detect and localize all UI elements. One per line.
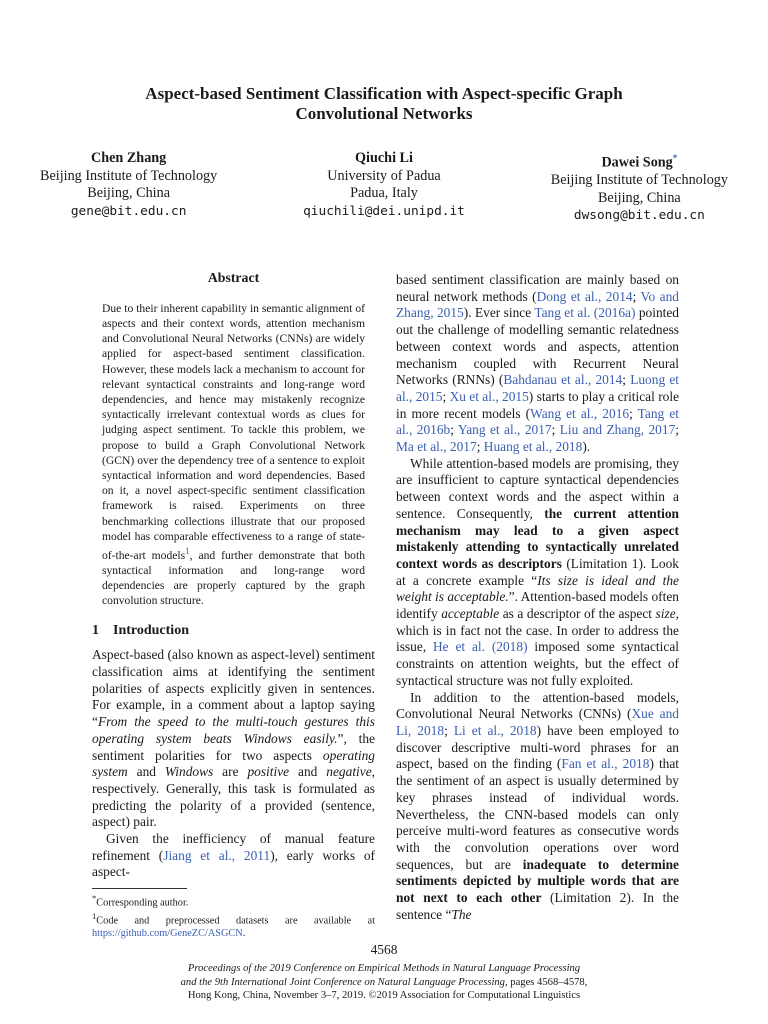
intro-paragraph-4 (396, 456, 679, 690)
code-link[interactable]: https://github.com/GeneZC/ASGCN (92, 928, 243, 940)
section-number: 1 (92, 622, 99, 638)
author-email[interactable]: gene@bit.edu.cn (70, 203, 187, 219)
footnote-mark[interactable]: 1 (185, 545, 190, 556)
text: ; (551, 422, 560, 438)
title-line-1: Aspect-based Sentiment Classification with Aspect-specific Graph (145, 84, 623, 103)
page-number: 4568 (370, 942, 398, 957)
author-name (551, 150, 728, 172)
proceedings-text: and the 9th International Joint Conference on Natural Language Processing (180, 976, 505, 988)
aspect-term: operating system (92, 747, 375, 780)
citation-link[interactable]: Huang et al., 2018 (483, 439, 583, 455)
text: ) have been employed to discover descriptive multi-word phrases for an aspect, based on the finding ( (396, 722, 680, 772)
author-name: Chen Zhang (90, 150, 167, 166)
abstract-heading: Abstract (207, 270, 260, 285)
author-location: Padua, Italy (350, 185, 418, 201)
text: ; (444, 722, 454, 738)
text: In addition to the attention-based models, Convolutional Neural Networks (CNNs) ( (396, 689, 679, 722)
text: (Limitation 1). Look at a concrete example “ (396, 555, 679, 588)
example-word: acceptable (441, 606, 500, 622)
abstract-text-part: , and further demonstrate that both syntactical information and long-range word dependencies are properly captured by the graph convolution structure. (102, 548, 365, 608)
citation-link[interactable]: Bahdanau et al., 2014 (503, 372, 623, 388)
example-quote: The (451, 906, 472, 922)
left-column (92, 268, 375, 881)
text: and (289, 764, 327, 780)
citation-link[interactable]: Xu et al., 2015 (449, 388, 529, 404)
title-line-2: Convolutional Networks (295, 104, 473, 123)
citation-link[interactable]: Wang et al., 2016 (530, 405, 630, 421)
author-block (40, 150, 728, 225)
limitation-1-statement: the current attention mechanism may lead to a given aspect mistakenly attending to syntactically unrelated context words as descriptors (396, 505, 679, 571)
proceedings-footer (0, 962, 768, 1003)
footnote-text: Corresponding author. (96, 897, 189, 909)
example-word: size (655, 606, 676, 622)
example-quote: Its size is ideal and the weight is acceptable. (396, 572, 679, 605)
text: ), early works of aspect- (92, 847, 375, 880)
author-email[interactable]: qiuchili@dei.unipd.it (303, 203, 465, 219)
intro-paragraph-2 (92, 831, 375, 881)
citation-link[interactable]: Li et al., 2018 (453, 722, 537, 738)
text: (Limitation 2). In the sentence “ (396, 890, 679, 922)
author-location: Beijing, China (597, 189, 681, 206)
author-email[interactable]: dwsong@bit.edu.cn (573, 208, 705, 224)
footnote-text: Code and preprocessed datasets are available at (96, 915, 375, 927)
author-1 (40, 150, 217, 225)
intro-paragraph-5 (396, 690, 679, 924)
proceedings-line-3: Hong Kong, China, November 3–7, 2019. ©2019 Association for Computational Linguistics (187, 990, 581, 1002)
aspect-term: Windows (164, 764, 214, 780)
footnotes (92, 888, 375, 941)
text: , respectively. Generally, this task is formulated as predicting the polarity of a provided (sentence, aspect) pair. (92, 764, 376, 830)
text: While attention-based models are promising, they are insufficient to capture syntactical dependencies between context words and the aspect within a sentence. Consequently, (396, 455, 679, 521)
intro-paragraph-3 (396, 272, 679, 456)
text: ; (476, 439, 484, 455)
citation-link[interactable]: Yang et al., 2017 (457, 422, 552, 438)
text: ; (442, 388, 450, 404)
author-name-text: Dawei Song (601, 154, 673, 171)
footnote-mark: 1 (92, 911, 97, 922)
text: ; (675, 422, 679, 438)
author-3 (551, 150, 728, 225)
text: ) starts to play a critical role in more recent models ( (396, 388, 680, 421)
abstract-text-part: Due to their inherent capability in semantic alignment of aspects and their context words, attention mechanism and Convolutional Neural Networks (CNNs) are widely applied for aspect-based sentiment classification. However, these models lack a mechanism to account for relevant syntactical constraints and long-range word dependencies, and hence may mistakenly recognize syntactically irrelevant contextual words as clues for judging aspect sentiment. To tackle this problem, we propose to build a Graph Convolutional Network (GCN) over the dependency tree of a sentence to exploit syntactical information and word dependencies. Based on it, a novel aspect-specific sentiment classification framework is raised. Experiments on three benchmarking collections illustrate that our proposed model has comparable effectiveness to a range of state-of-the-art models (102, 301, 365, 562)
citation-link[interactable]: Tang et al. (2016a) (534, 305, 636, 321)
example-quote: From the speed to the multi-touch gestures this operating system beats Windows easily. (92, 714, 375, 746)
text: Given the inefficiency of manual feature refinement ( (92, 831, 375, 863)
citation-link[interactable]: Tang et al., 2016b (396, 405, 680, 438)
paper-title (0, 84, 768, 124)
footnote-rule (92, 888, 187, 889)
text: ”, the sentiment polarities for two aspects (92, 730, 376, 763)
author-affiliation: University of Padua (327, 167, 441, 184)
text: pointed out the challenge of modelling semantic relatedness between context words and aspects, attention mechanism coupled with Recurrent Neural Networks (RNNs) ( (396, 305, 680, 388)
citation-link[interactable]: He et al. (2018) (432, 639, 528, 655)
proceedings-line-2 (0, 976, 768, 990)
text: ; (622, 372, 631, 388)
text: ; (450, 422, 458, 438)
section-title: Introduction (113, 622, 189, 638)
text: Aspect-based (also known as aspect-level) sentiment classification aims at identifying the sentiment polarities of aspects explicitly given in sentences. For example, in a comment about a laptop saying “ (92, 647, 375, 730)
text: ; (632, 288, 641, 304)
right-column (396, 272, 679, 923)
abstract-text (102, 301, 365, 609)
citation-link[interactable]: Liu and Zhang, 2017 (559, 422, 676, 438)
text: ) that the sentiment of an aspect is usually determined by key phrases instead of individual words. Nevertheless, the CNN-based models can only perceive multi-word features as consecutive words with the convolution operations over word sequences, but are (396, 756, 680, 872)
citation-link[interactable]: Jiang et al., 2011 (163, 847, 271, 863)
citation-link[interactable]: Fan et al., 2018 (561, 756, 650, 772)
proceedings-text: , pages 4568–4578, (504, 976, 588, 988)
footnote-2 (92, 910, 375, 941)
author-affiliation: Beijing Institute of Technology (550, 172, 728, 189)
footnote-mark: * (92, 893, 97, 903)
intro-paragraph-1 (92, 647, 375, 831)
author-location: Beijing, China (87, 185, 170, 201)
proceedings-line-1: Proceedings of the 2019 Conference on Empirical Methods in Natural Language Processing (187, 963, 581, 974)
text: ; (629, 405, 638, 421)
text: ”. Attention-based models often identify (396, 589, 680, 622)
footnote-1 (92, 892, 375, 910)
text: ). (582, 439, 591, 455)
citation-link[interactable]: Luong et al., 2015 (396, 372, 680, 404)
author-name: Qiuchi Li (355, 150, 413, 166)
section-heading (92, 623, 375, 640)
author-2 (303, 150, 465, 225)
footnote-text: . (242, 928, 246, 940)
text: as a descriptor of the aspect (499, 606, 656, 622)
text: and (127, 764, 165, 780)
corresponding-author-mark[interactable]: * (672, 153, 678, 163)
text: based sentiment classification are mainly based on neural network methods ( (396, 272, 679, 304)
text: are (213, 764, 248, 780)
author-affiliation: Beijing Institute of Technology (40, 167, 218, 184)
citation-link[interactable]: Dong et al., 2014 (536, 288, 633, 304)
citation-link[interactable]: Vo and Zhang, 2015 (396, 288, 679, 321)
polarity-term: positive (247, 764, 290, 780)
text: ). Ever since (463, 305, 535, 321)
text: imposed some syntactical constraints on attention weights, but the effect of syntactical structure was not fully exploited. (396, 639, 679, 688)
citation-link[interactable]: Ma et al., 2017 (396, 439, 477, 455)
limitation-2-statement: inadequate to determine sentiments depicted by multiple words that are not next to each other (396, 856, 679, 906)
text: , which is in fact not the case. In order to address the issue, (396, 606, 679, 655)
citation-link[interactable]: Xue and Li, 2018 (396, 706, 680, 738)
polarity-term: negative (326, 764, 372, 780)
